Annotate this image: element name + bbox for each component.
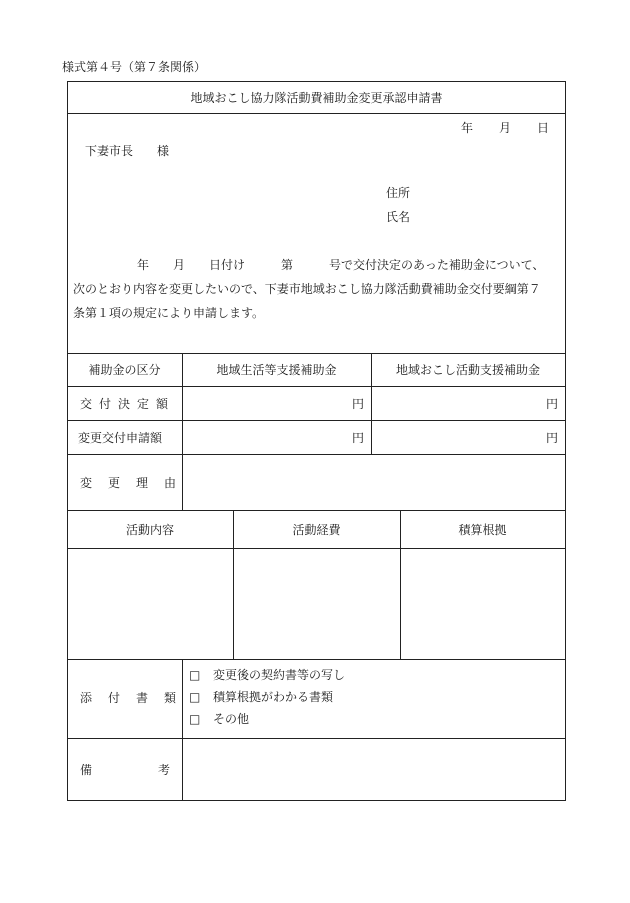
frame-bottom [67, 800, 566, 801]
change-yen-1: 円 [352, 431, 365, 445]
activity-header-divider [67, 548, 566, 549]
decided-yen-1: 円 [352, 397, 365, 411]
attachment-item-2: 積算根拠がわかる書類 [213, 690, 334, 704]
body-line-1: 年 月 日付け 第 号で交付決定のあった補助金について、 [137, 258, 545, 272]
attachment-checkbox-2[interactable]: □ [189, 690, 201, 704]
change-label: 変更交付申請額 [78, 431, 163, 445]
reason-label: 変更理由 [80, 476, 193, 490]
date-year: 年 [461, 121, 474, 135]
date-day: 日 [537, 121, 550, 135]
attachment-item-1: 変更後の契約書等の写し [213, 668, 346, 682]
activity-expense-header: 活動経費 [292, 523, 341, 537]
attachment-checkbox-3[interactable]: □ [189, 712, 201, 726]
row-divider-3 [67, 454, 566, 455]
attachment-item-3: その他 [213, 712, 250, 726]
activity-basis-header: 積算根拠 [458, 523, 507, 537]
attachment-checkbox-1[interactable]: □ [189, 668, 201, 682]
frame-top [67, 81, 566, 82]
attachments-label: 添付書類 [80, 691, 193, 705]
name-label: 氏名 [386, 210, 411, 224]
row-divider-5 [67, 659, 566, 660]
row-divider-2 [67, 420, 566, 421]
decided-label: 交付決定額 [80, 397, 176, 411]
address-label: 住所 [386, 186, 411, 200]
remarks-label: 備考 [80, 763, 237, 777]
row-divider-6 [67, 738, 566, 739]
category-col2: 地域おこし活動支援補助金 [395, 363, 540, 377]
activity-content-header: 活動内容 [125, 523, 174, 537]
date-month: 月 [499, 121, 512, 135]
category-label: 補助金の区分 [88, 363, 161, 377]
form-title: 地域おこし協力隊活動費補助金変更承認申請書 [190, 91, 443, 105]
frame-right [565, 81, 566, 801]
body-divider [67, 353, 566, 354]
row-divider-4 [67, 510, 566, 511]
title-divider [67, 113, 566, 114]
row-divider-1 [67, 386, 566, 387]
body-line-3: 条第１項の規定により申請します。 [73, 306, 265, 320]
decided-yen-2: 円 [546, 397, 559, 411]
frame-left [67, 81, 68, 801]
form-number: 様式第４号（第７条関係） [62, 60, 207, 74]
change-yen-2: 円 [546, 431, 559, 445]
addressee: 下妻市長 様 [85, 144, 170, 158]
category-col1: 地域生活等支援補助金 [216, 363, 337, 377]
lower-label-col-divider [182, 659, 183, 801]
body-line-2: 次のとおり内容を変更したいので、下妻市地域おこし協力隊活動費補助金交付要綱第７ [73, 282, 541, 296]
